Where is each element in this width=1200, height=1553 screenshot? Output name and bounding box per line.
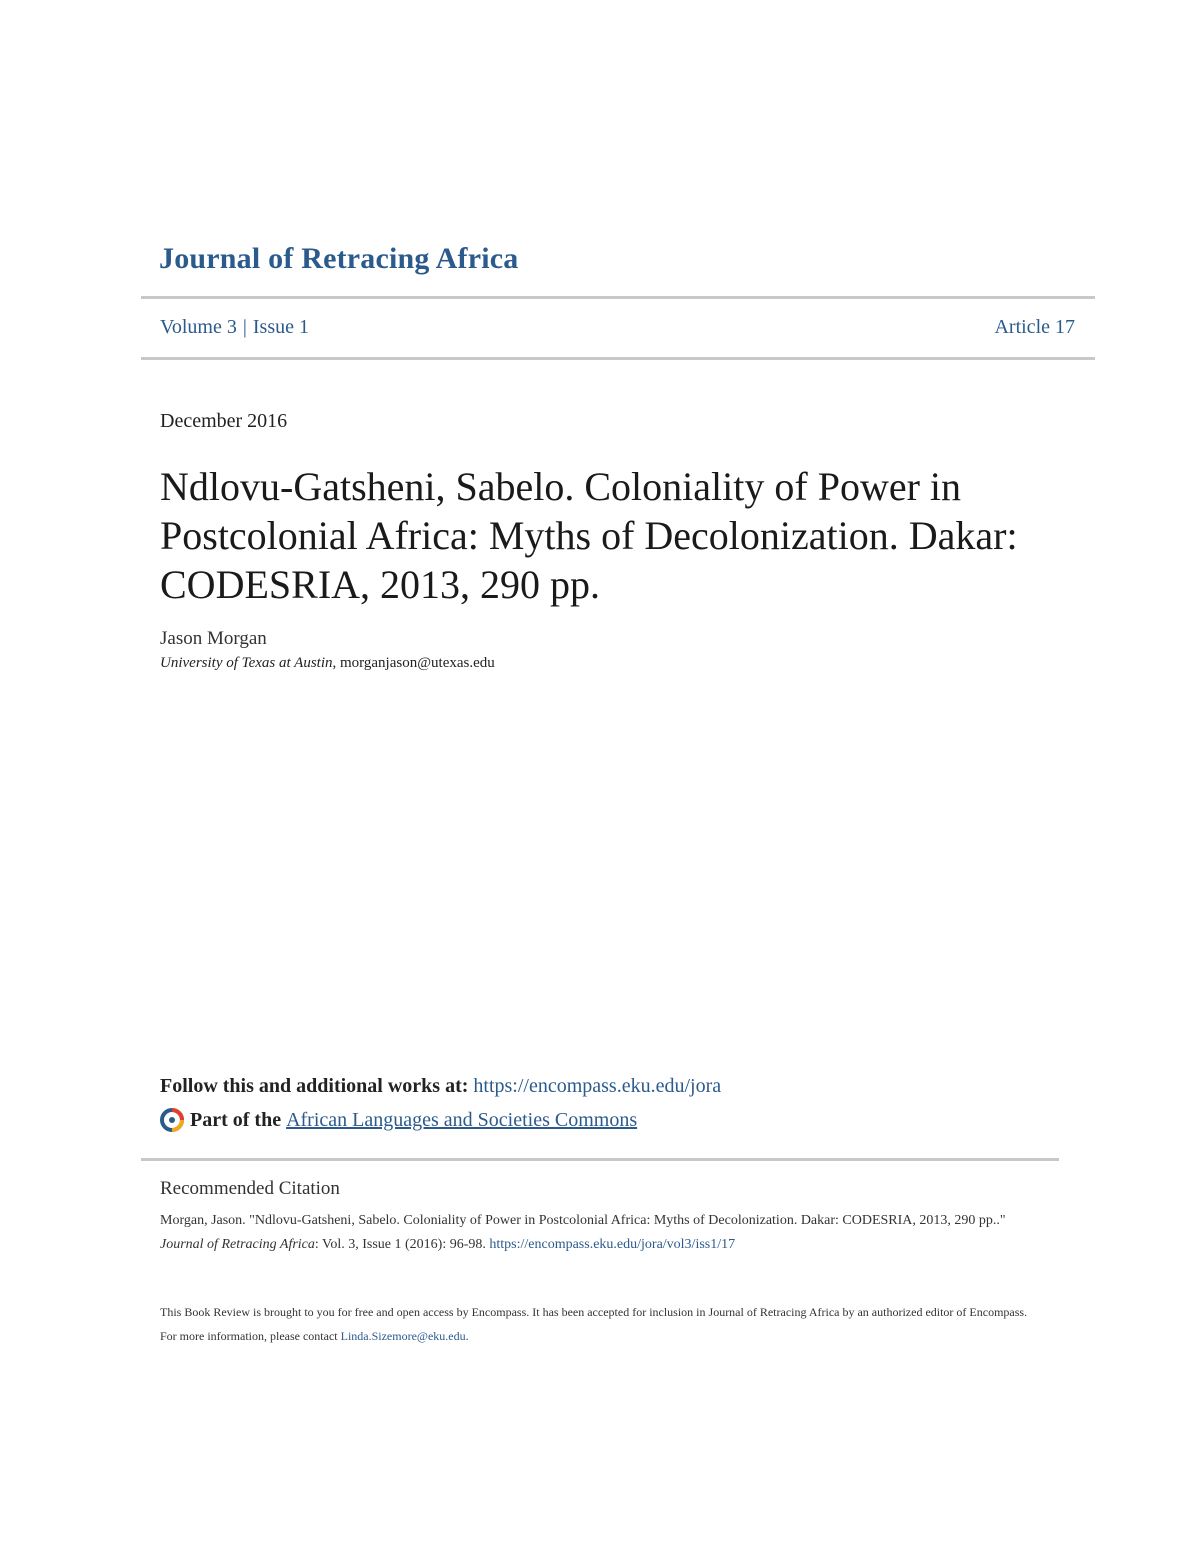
affiliation-name: University of Texas at Austin bbox=[160, 655, 333, 671]
part-of-label: Part of the bbox=[190, 1108, 282, 1131]
notice-text: This Book Review is brought to you for free and open access by Encompass. It has been accepted for inclusion in Journal of Retracing Africa by an authorized editor of Encompass. For more information, please contact bbox=[160, 1305, 1028, 1343]
citation-divider bbox=[141, 1158, 1059, 1161]
article-title: Ndlovu-Gatsheni, Sabelo. Coloniality of Power in Postcolonial Africa: Myths of Decolonization. Dakar: CODESRIA, 2013, 290 pp. bbox=[160, 464, 1018, 607]
citation-link[interactable]: https://encompass.eku.edu/jora/vol3/iss1/17 bbox=[489, 1237, 736, 1252]
journal-title[interactable]: Journal of Retracing Africa bbox=[159, 242, 519, 275]
author-name: Jason Morgan bbox=[160, 628, 267, 649]
top-divider bbox=[141, 296, 1095, 299]
repository-link[interactable]: https://encompass.eku.edu/jora bbox=[473, 1075, 722, 1097]
recommended-citation-heading: Recommended Citation bbox=[160, 1178, 340, 1199]
commons-link[interactable]: African Languages and Societies Commons bbox=[286, 1108, 638, 1131]
issue-divider bbox=[141, 357, 1095, 360]
author-email: morganjason@utexas.edu bbox=[340, 655, 495, 671]
follow-line bbox=[160, 1075, 721, 1098]
citation-body: Morgan, Jason. "Ndlovu-Gatsheni, Sabelo. Coloniality of Power in Postcolonial Africa: Myths of Decolonization. Dakar: CODESRIA, 2013, 290 pp.." bbox=[160, 1213, 1006, 1228]
notice-end: . bbox=[465, 1329, 469, 1343]
issue-link[interactable]: Issue 1 bbox=[252, 316, 309, 338]
citation-text bbox=[160, 1209, 1045, 1257]
part-of-line bbox=[158, 1106, 637, 1134]
citation-journal: Journal of Retracing Africa bbox=[160, 1237, 315, 1252]
issue-separator: | bbox=[242, 316, 247, 338]
follow-label: Follow this and additional works at: bbox=[160, 1075, 474, 1097]
access-notice bbox=[160, 1300, 1040, 1348]
article-link[interactable]: Article 17 bbox=[994, 316, 1075, 338]
email-separator: , bbox=[332, 655, 340, 671]
author-affiliation bbox=[160, 655, 495, 672]
contact-email-link[interactable]: Linda.Sizemore@eku.edu bbox=[340, 1329, 466, 1343]
citation-details: : Vol. 3, Issue 1 (2016): 96-98. bbox=[314, 1237, 490, 1252]
issue-line bbox=[160, 316, 309, 339]
commons-logo-icon bbox=[158, 1106, 186, 1134]
volume-link[interactable]: Volume 3 bbox=[160, 316, 237, 338]
publication-date: December 2016 bbox=[160, 410, 288, 432]
